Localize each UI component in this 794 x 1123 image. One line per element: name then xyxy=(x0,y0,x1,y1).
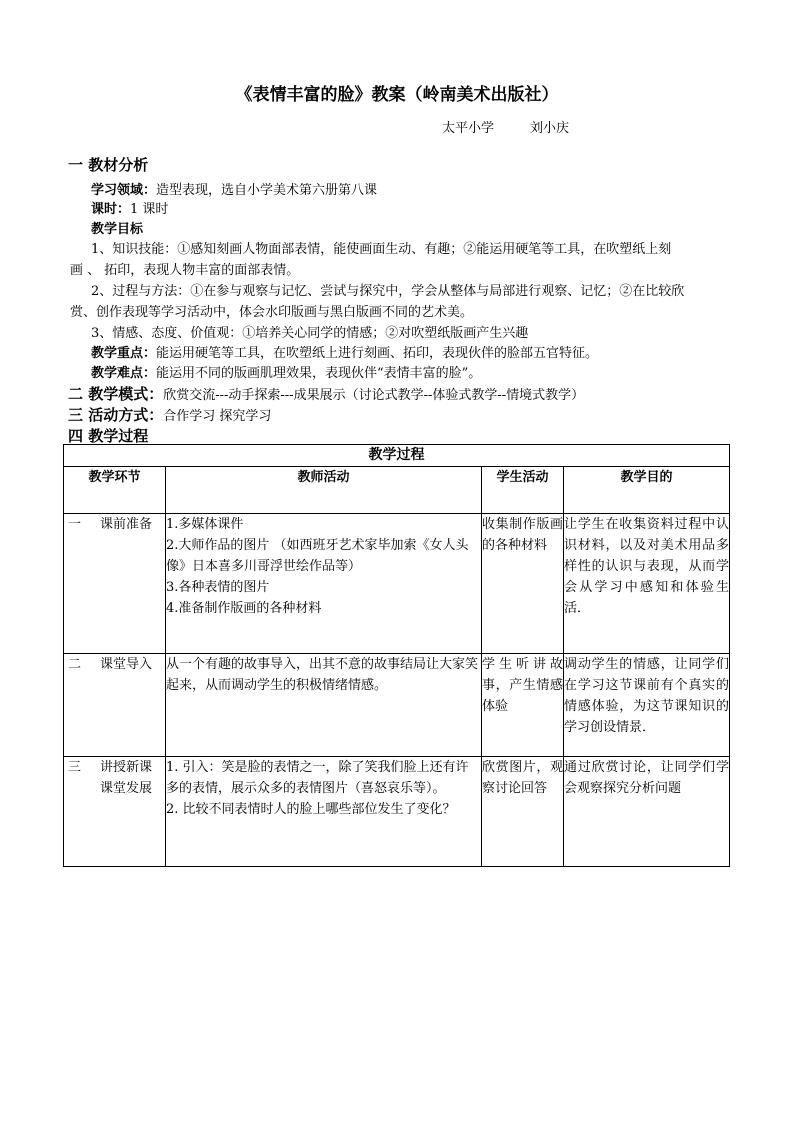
key-point-label: 教学重点： xyxy=(91,346,157,361)
hours-value: 1 课时 xyxy=(130,202,169,217)
goal-2-line-1: 2、过程与方法：①在参与观察与记忆、尝试与探究中，学会从整体与局部进行观察、记忆；②在比较欣 xyxy=(91,284,685,299)
student-cell: 学生听讲故事，产生情感体验 xyxy=(482,654,564,757)
field-value: 造型表现，选自小学美术第六册第八课 xyxy=(156,183,378,198)
student-cell: 欣赏图片，观察讨论回答 xyxy=(482,757,564,867)
teacher-cell xyxy=(166,757,482,867)
section-4-heading: 四 教学过程 xyxy=(68,427,149,445)
teacher-cell xyxy=(166,514,482,654)
section-2-value: 欣赏交流---动手探索---成果展示（讨论式教学--体验式教学--情境式教学） xyxy=(163,388,585,403)
phase-number: 三 xyxy=(68,760,82,775)
section-2-line xyxy=(68,383,584,404)
teacher-item: 3.各种表情的图片 xyxy=(166,580,270,595)
process-table xyxy=(63,444,730,867)
section-2-heading: 二 教学模式： xyxy=(68,385,164,403)
section-1-heading: 一 教材分析 xyxy=(68,156,149,174)
phase-label: 课堂发展 xyxy=(100,781,153,796)
goal-1-line-2: 画 、 拓印，表现人物丰富的面部表情。 xyxy=(70,263,300,278)
difficulty-line xyxy=(91,362,481,381)
purpose-cell: 通过欣赏讨论，让同学们学会观察探究分析问题 xyxy=(564,757,730,867)
school-name: 太平小学 xyxy=(442,121,495,136)
table-row xyxy=(64,514,730,654)
teacher-item: 2. 比较不同表情时人的脸上哪些部位发生了变化？ xyxy=(166,802,456,817)
section-3-line xyxy=(68,404,271,425)
phase-label: 课前准备 xyxy=(100,517,153,532)
teacher-cell xyxy=(166,654,482,757)
table-row xyxy=(64,654,730,757)
phase-label: 课堂导入 xyxy=(100,657,153,672)
purpose-cell: 让学生在收集资料过程中认识材料，以及对美术用品多样性的认识与表现，从而学会从学习中感知和体验生活． xyxy=(564,514,730,654)
table-caption-row xyxy=(64,445,730,467)
teacher-item: 2.大师作品的图片 （如西班牙艺术家毕加索《女人头像》日本喜多川哥浮世绘作品等） xyxy=(166,538,469,574)
goal-3: 3、情感、态度、价值观：①培养关心同学的情感；②对吹塑纸版画产生兴趣 xyxy=(91,326,529,341)
author-name: 刘小庆 xyxy=(530,121,570,136)
section-3-heading: 三 活动方式： xyxy=(68,406,164,424)
phase-number: 二 xyxy=(68,657,82,672)
header-purpose: 教学目的 xyxy=(564,467,730,514)
teacher-item: 从一个有趣的故事导入，出其不意的故事结局让大家笑起来，从而调动学生的积极情绪情感。 xyxy=(166,657,479,693)
goals-heading: 教学目标 xyxy=(91,222,144,237)
phase-cell xyxy=(64,654,166,757)
teacher-item: 1.多媒体课件 xyxy=(166,517,244,532)
phase-cell xyxy=(64,514,166,654)
table-caption: 教学过程 xyxy=(64,445,730,467)
key-point-line xyxy=(91,342,598,361)
page-title: 《表情丰富的脸》教案（岭南美术出版社） xyxy=(235,85,559,105)
key-point-value: 能运用硬笔等工具，在吹塑纸上进行刻画、拓印，表现伙伴的脸部五官特征。 xyxy=(156,346,599,361)
phase-cell xyxy=(64,757,166,867)
section-3-value: 合作学习 探究学习 xyxy=(163,409,272,424)
hours-label: 课时： xyxy=(91,202,131,217)
teacher-item: 1. 引入：笑是脸的表情之一，除了笑我们脸上还有许多的表情，展示众多的表情图片（喜怒哀乐等）。 xyxy=(166,760,469,796)
table-header-row xyxy=(64,467,730,514)
difficulty-value: 能运用不同的版画肌理效果，表现伙伴“表情丰富的脸”。 xyxy=(156,366,482,381)
phase-number: 一 xyxy=(68,517,82,532)
field-label: 学习领域： xyxy=(91,183,157,198)
student-cell: 收集制作版画的各种材料 xyxy=(482,514,564,654)
phase-label: 讲授新课 xyxy=(100,760,153,775)
field-line xyxy=(91,179,377,198)
header-student: 学生活动 xyxy=(482,467,564,514)
teacher-item: 4.准备制作版画的各种材料 xyxy=(166,601,322,616)
hours-line xyxy=(91,198,168,217)
table-row xyxy=(64,757,730,867)
purpose-cell: 调动学生的情感，让同学们在学习这节课前有个真实的情感体验，为这节课知识的学习创设情景． xyxy=(564,654,730,757)
header-teacher: 教师活动 xyxy=(166,467,482,514)
difficulty-label: 教学难点： xyxy=(91,366,157,381)
header-phase: 教学环节 xyxy=(64,467,166,514)
goal-1-line-1: 1、知识技能：①感知刻画人物面部表情，能使画面生动、有趣；②能运用硬笔等工具，在吹塑纸上刻 xyxy=(91,242,672,257)
goal-2-line-2: 赏、创作表现等学习活动中，体会水印版画与黑白版画不同的艺术美。 xyxy=(70,305,474,320)
